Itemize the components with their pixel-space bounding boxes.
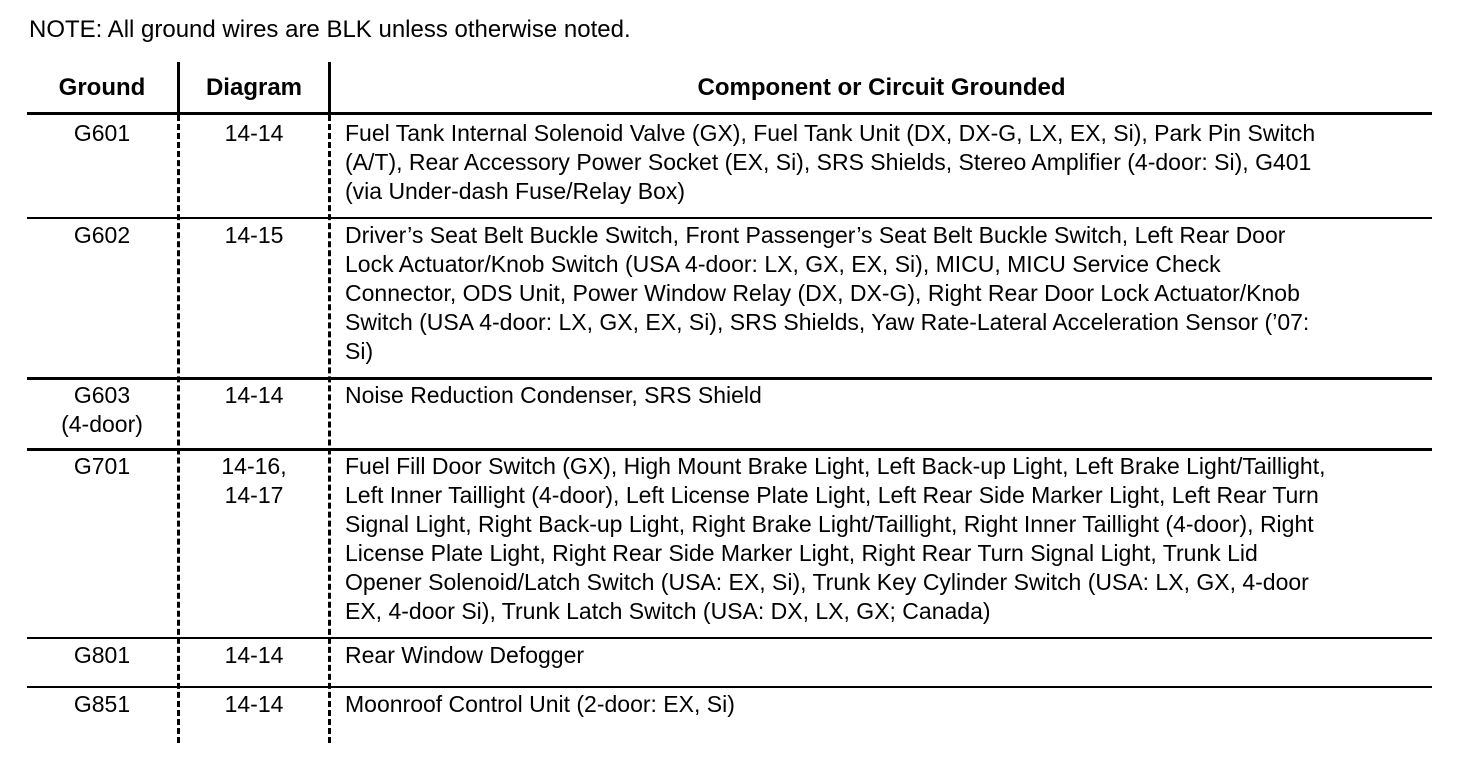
diagram-cell [180, 641, 328, 670]
diagram-cell-line: 14-17 [224, 482, 284, 508]
table-row [27, 686, 1432, 745]
ground-cell-line: G603 [73, 382, 131, 408]
diagram-cell [180, 452, 328, 510]
diagram-cell-line: 14-15 [224, 222, 284, 248]
table-row [27, 115, 1432, 217]
table-row [27, 448, 1432, 637]
component-cell-line: Fuel Fill Door Switch (GX), High Mount Brake Light, Left Back-up Light, Left Brake Light/Taillight, [345, 453, 1326, 479]
component-cell [345, 119, 1429, 206]
component-cell-line: Switch (USA 4-door: LX, GX, EX, Si), SRS Shields, Yaw Rate-Lateral Acceleration Sensor (’07: [345, 309, 1310, 335]
component-cell [345, 221, 1429, 366]
ground-cell [27, 452, 177, 481]
diagram-cell-line: 14-14 [224, 120, 284, 146]
ground-table [27, 0, 1432, 758]
ground-cell [27, 221, 177, 250]
component-cell-line: Si) [345, 338, 374, 364]
ground-cell-line: G851 [73, 691, 131, 717]
ground-cell [27, 690, 177, 719]
diagram-cell [180, 119, 328, 148]
table-row [27, 217, 1432, 377]
diagram-cell-line: 14-16, [221, 453, 287, 479]
ground-cell [27, 119, 177, 148]
component-cell-line: (via Under-dash Fuse/Relay Box) [345, 178, 686, 204]
header-diagram: Diagram [205, 74, 303, 101]
component-cell [345, 381, 1429, 410]
component-cell-line: Connector, ODS Unit, Power Window Relay (DX, DX-G), Right Rear Door Lock Actuator/Knob [345, 280, 1300, 306]
ground-cell [27, 641, 177, 670]
component-cell-line: (A/T), Rear Accessory Power Socket (EX, Si), SRS Shields, Stereo Amplifier (4-door: Si), G401 [345, 149, 1312, 175]
component-cell-line: Moonroof Control Unit (2-door: EX, Si) [345, 691, 735, 717]
component-cell-line: Lock Actuator/Knob Switch (USA 4-door: LX, GX, EX, Si), MICU, MICU Service Check [345, 251, 1221, 277]
ground-cell-line: G801 [73, 642, 131, 668]
component-cell-line: License Plate Light, Right Rear Side Marker Light, Right Rear Turn Signal Light, Trunk Lid [345, 540, 1258, 566]
component-cell [345, 452, 1429, 626]
diagram-cell [180, 381, 328, 410]
ground-cell-line: G602 [73, 222, 131, 248]
component-cell-line: Left Inner Taillight (4-door), Left License Plate Light, Left Rear Side Marker Light, Left Rear Turn [345, 482, 1319, 508]
component-cell-line: Fuel Tank Internal Solenoid Valve (GX), Fuel Tank Unit (DX, DX-G, LX, EX, Si), Park Pin Switch [345, 120, 1316, 146]
header-divider-1 [177, 62, 180, 112]
component-cell-line: Noise Reduction Condenser, SRS Shield [345, 382, 762, 408]
component-cell [345, 641, 1429, 670]
table-row [27, 377, 1432, 448]
ground-cell [27, 381, 177, 439]
table-row [27, 637, 1432, 686]
diagram-cell-line: 14-14 [224, 691, 284, 717]
ground-cell-line: (4-door) [61, 411, 143, 437]
diagram-cell [180, 690, 328, 719]
header-component: Component or Circuit Grounded [697, 74, 1066, 101]
header-ground: Ground [58, 74, 146, 101]
diagram-cell-line: 14-14 [224, 382, 284, 408]
component-cell [345, 690, 1429, 719]
ground-cell-line: G601 [73, 120, 131, 146]
diagram-cell-line: 14-14 [224, 642, 284, 668]
component-cell-line: EX, 4-door Si), Trunk Latch Switch (USA: DX, LX, GX; Canada) [345, 598, 991, 624]
note-text: NOTE: All ground wires are BLK unless otherwise noted. [29, 16, 631, 43]
component-cell-line: Driver’s Seat Belt Buckle Switch, Front Passenger’s Seat Belt Buckle Switch, Left Rear Door [345, 222, 1286, 248]
component-cell-line: Rear Window Defogger [345, 642, 585, 668]
component-cell-line: Opener Solenoid/Latch Switch (USA: EX, Si), Trunk Key Cylinder Switch (USA: LX, GX, 4-door [345, 569, 1309, 595]
header-divider-2 [328, 62, 331, 112]
diagram-cell [180, 221, 328, 250]
ground-cell-line: G701 [73, 453, 131, 479]
component-cell-line: Signal Light, Right Back-up Light, Right Brake Light/Taillight, Right Inner Taillight (4-door), Right [345, 511, 1314, 537]
